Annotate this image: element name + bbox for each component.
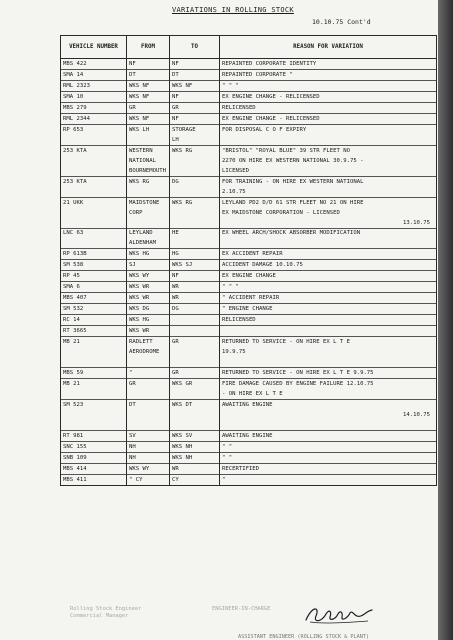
cell-reason: LICENSED xyxy=(220,166,437,176)
cell-vehicle-number: RP 613B xyxy=(61,249,127,260)
cell-to: WR xyxy=(170,293,220,304)
table-row xyxy=(61,368,437,379)
footer-left-line: Rolling Stock Engineer xyxy=(70,606,142,612)
header-from: FROM xyxy=(127,36,170,59)
cell-from: AERODROME xyxy=(127,347,170,357)
cell-from: GR xyxy=(127,379,170,389)
cell-reason: 19.9.75 xyxy=(220,347,437,357)
cell-to: DG xyxy=(170,304,220,315)
cell-from: SV xyxy=(127,430,170,441)
cell-from: NF xyxy=(127,59,170,70)
cell-vehicle-number: MB 21 xyxy=(61,379,127,389)
cell-to: GR xyxy=(170,102,220,113)
cell-vehicle-number xyxy=(61,389,127,399)
cell-reason: RELICENSED xyxy=(220,102,437,113)
cell-vehicle-number: SM 523 xyxy=(61,400,127,410)
header-to: TO xyxy=(170,36,220,59)
cell-vehicle-number: RP 653 xyxy=(61,124,127,134)
cell-vehicle-number: MBS 411 xyxy=(61,474,127,485)
footer-middle-line: ENGINEER-IN-CHARGE xyxy=(212,606,271,612)
cell-from: WKS NF xyxy=(127,91,170,102)
table-row xyxy=(61,102,437,113)
table-row xyxy=(61,400,437,410)
cell-vehicle-number: LNC 63 xyxy=(61,228,127,238)
cell-vehicle-number xyxy=(61,218,127,228)
table-row xyxy=(61,187,437,197)
cell-reason: " " " xyxy=(220,282,437,293)
table-row xyxy=(61,135,437,145)
cell-reason: " " xyxy=(220,441,437,452)
footer-left-block xyxy=(70,606,141,620)
cell-from: WKS WY xyxy=(127,271,170,282)
cell-reason xyxy=(220,420,437,430)
cell-reason: " xyxy=(220,474,437,485)
footer-middle-block xyxy=(212,606,270,613)
cell-from: RADLETT xyxy=(127,337,170,347)
cell-to: GR xyxy=(170,337,220,347)
scan-edge-shadow xyxy=(438,0,453,640)
footer-title-line: ASSISTANT ENGINEER (ROLLING STOCK & PLANT) xyxy=(238,634,370,640)
table-row xyxy=(61,293,437,304)
table-row xyxy=(61,249,437,260)
rolling-stock-table xyxy=(60,35,437,486)
cell-vehicle-number: SMA 14 xyxy=(61,69,127,80)
cell-reason: 2.10.75 xyxy=(220,187,437,197)
cell-vehicle-number: RT 981 xyxy=(61,430,127,441)
cell-to: WR xyxy=(170,282,220,293)
table-row xyxy=(61,441,437,452)
cell-from xyxy=(127,420,170,430)
document-title: VARIATIONS IN ROLLING STOCK xyxy=(172,6,294,14)
header-vehicle-number: VEHICLE NUMBER xyxy=(61,36,127,59)
cell-vehicle-number: SNB 109 xyxy=(61,452,127,463)
cell-from: WKS WY xyxy=(127,463,170,474)
cell-from: DT xyxy=(127,69,170,80)
cell-to xyxy=(170,208,220,218)
cell-from: WKS WR xyxy=(127,293,170,304)
table-header-row xyxy=(61,36,437,59)
table-row xyxy=(61,420,437,430)
table-row xyxy=(61,218,437,228)
cell-vehicle-number xyxy=(61,166,127,176)
cell-reason: 14.10.75 xyxy=(220,410,437,420)
cell-vehicle-number: SM 538 xyxy=(61,260,127,271)
cell-reason: RETURNED TO SERVICE - ON HIRE EX L T E xyxy=(220,337,437,347)
cell-reason: " ACCIDENT REPAIR xyxy=(220,293,437,304)
cell-reason: " ENGINE CHANGE xyxy=(220,304,437,315)
cell-reason: 13.10.75 xyxy=(220,218,437,228)
cell-vehicle-number: RC 14 xyxy=(61,315,127,326)
cell-from: GR xyxy=(127,102,170,113)
cell-to xyxy=(170,218,220,228)
cell-from: MAIDSTONE xyxy=(127,197,170,207)
cell-reason: AWAITING ENGINE xyxy=(220,400,437,410)
cell-reason: EX WHEEL ARCH/SHOCK ABSORBER MODIFICATION xyxy=(220,228,437,238)
cell-to: HG xyxy=(170,249,220,260)
cell-vehicle-number xyxy=(61,238,127,248)
cell-from: WKS NF xyxy=(127,113,170,124)
cell-vehicle-number: RT 3665 xyxy=(61,326,127,337)
cell-reason: "BRISTOL" "ROYAL BLUE" 39 STR FLEET NO xyxy=(220,145,437,155)
cell-reason: - ON HIRE EX L T E xyxy=(220,389,437,399)
cell-to xyxy=(170,156,220,166)
cell-to: HE xyxy=(170,228,220,238)
cell-to: WKS DT xyxy=(170,400,220,410)
cell-to xyxy=(170,347,220,357)
cell-from: " xyxy=(127,368,170,379)
table-row xyxy=(61,379,437,389)
cell-to xyxy=(170,410,220,420)
cell-from xyxy=(127,389,170,399)
table-row xyxy=(61,389,437,399)
cell-vehicle-number xyxy=(61,135,127,145)
cell-to: CY xyxy=(170,474,220,485)
cell-from: WKS RG xyxy=(127,176,170,186)
cell-to: DT xyxy=(170,69,220,80)
cell-vehicle-number: SMA 6 xyxy=(61,282,127,293)
cell-to xyxy=(170,326,220,337)
cell-to: DG xyxy=(170,176,220,186)
cell-reason: FOR TRAINING - ON HIRE EX WESTERN NATIONAL xyxy=(220,176,437,186)
cell-vehicle-number: 253 KTA xyxy=(61,176,127,186)
cell-to: WKS RG xyxy=(170,145,220,155)
table-row xyxy=(61,271,437,282)
cell-from: " CY xyxy=(127,474,170,485)
table-row xyxy=(61,410,437,420)
document-date: 10.10.75 Cont'd xyxy=(312,18,371,26)
cell-reason: RECERTIFIED xyxy=(220,463,437,474)
cell-from: WKS HG xyxy=(127,315,170,326)
cell-from: WKS WR xyxy=(127,282,170,293)
table-row xyxy=(61,238,437,248)
table-row xyxy=(61,463,437,474)
cell-to: WKS NF xyxy=(170,80,220,91)
table-row xyxy=(61,430,437,441)
table-body xyxy=(61,59,437,486)
cell-from xyxy=(127,218,170,228)
table-row xyxy=(61,315,437,326)
cell-vehicle-number: 253 KTA xyxy=(61,145,127,155)
table-row xyxy=(61,145,437,155)
table-row xyxy=(61,304,437,315)
cell-reason: REPAINTED CORPORATE " xyxy=(220,69,437,80)
cell-reason: FOR DISPOSAL C O F EXPIRY xyxy=(220,124,437,134)
cell-from: WKS WR xyxy=(127,326,170,337)
cell-vehicle-number: MBS 414 xyxy=(61,463,127,474)
handwritten-signature xyxy=(302,602,376,628)
cell-from: DT xyxy=(127,400,170,410)
cell-to: WKS GR xyxy=(170,379,220,389)
table-row xyxy=(61,326,437,337)
header-reason: REASON FOR VARIATION xyxy=(220,36,437,59)
cell-to: WR xyxy=(170,463,220,474)
cell-from xyxy=(127,135,170,145)
cell-reason: EX MAIDSTONE CORPORATION - LICENSED xyxy=(220,208,437,218)
cell-vehicle-number xyxy=(61,410,127,420)
cell-vehicle-number: MBS 59 xyxy=(61,368,127,379)
table-row xyxy=(61,80,437,91)
cell-to xyxy=(170,166,220,176)
cell-vehicle-number xyxy=(61,420,127,430)
table-row xyxy=(61,124,437,134)
table-row xyxy=(61,337,437,347)
cell-reason: " " " xyxy=(220,80,437,91)
cell-reason: RELICENSED xyxy=(220,315,437,326)
cell-reason: AWAITING ENGINE xyxy=(220,430,437,441)
table-row xyxy=(61,156,437,166)
cell-from: ALDENHAM xyxy=(127,238,170,248)
table-row xyxy=(61,69,437,80)
cell-to xyxy=(170,389,220,399)
cell-vehicle-number xyxy=(61,357,127,367)
cell-reason: EX ENGINE CHANGE - RELICENSED xyxy=(220,91,437,102)
cell-to xyxy=(170,187,220,197)
cell-to: NF xyxy=(170,113,220,124)
cell-to xyxy=(170,315,220,326)
cell-vehicle-number: MBS 279 xyxy=(61,102,127,113)
cell-vehicle-number: MBS 407 xyxy=(61,293,127,304)
cell-to: STORAGE xyxy=(170,124,220,134)
cell-vehicle-number: RML 2344 xyxy=(61,113,127,124)
cell-reason: " " xyxy=(220,452,437,463)
cell-reason: RETURNED TO SERVICE - ON HIRE EX L T E 9.9.75 xyxy=(220,368,437,379)
cell-vehicle-number: 21 UKK xyxy=(61,197,127,207)
table-row xyxy=(61,357,437,367)
cell-from: NH xyxy=(127,441,170,452)
cell-from xyxy=(127,410,170,420)
cell-from: WKS NF xyxy=(127,80,170,91)
cell-reason xyxy=(220,357,437,367)
cell-from: NH xyxy=(127,452,170,463)
cell-from: WKS DG xyxy=(127,304,170,315)
cell-to: WKS SJ xyxy=(170,260,220,271)
table-row xyxy=(61,59,437,70)
cell-vehicle-number: RML 2323 xyxy=(61,80,127,91)
cell-from xyxy=(127,187,170,197)
cell-to xyxy=(170,238,220,248)
cell-to: WKS NH xyxy=(170,441,220,452)
table-row xyxy=(61,452,437,463)
cell-vehicle-number xyxy=(61,208,127,218)
cell-from: WKS HG xyxy=(127,249,170,260)
cell-from xyxy=(127,357,170,367)
cell-to: GR xyxy=(170,368,220,379)
table-row xyxy=(61,208,437,218)
cell-to: NF xyxy=(170,271,220,282)
cell-to xyxy=(170,420,220,430)
cell-to: LH xyxy=(170,135,220,145)
table-row xyxy=(61,474,437,485)
cell-to: WKS NH xyxy=(170,452,220,463)
cell-vehicle-number: SM 532 xyxy=(61,304,127,315)
cell-from: CORP xyxy=(127,208,170,218)
cell-reason: REPAINTED CORPORATE IDENTITY xyxy=(220,59,437,70)
table-row xyxy=(61,260,437,271)
table-row xyxy=(61,197,437,207)
cell-vehicle-number xyxy=(61,187,127,197)
cell-vehicle-number xyxy=(61,347,127,357)
cell-reason: EX ENGINE CHANGE xyxy=(220,271,437,282)
cell-reason: FIRE DAMAGE CAUSED BY ENGINE FAILURE 12.10.75 xyxy=(220,379,437,389)
cell-vehicle-number: SNC 155 xyxy=(61,441,127,452)
footer xyxy=(60,604,438,640)
cell-from: LEYLAND xyxy=(127,228,170,238)
cell-to: NF xyxy=(170,59,220,70)
cell-from: WKS LH xyxy=(127,124,170,134)
cell-from: SJ xyxy=(127,260,170,271)
table-row xyxy=(61,347,437,357)
cell-from: BOURNEMOUTH xyxy=(127,166,170,176)
cell-vehicle-number: SMA 10 xyxy=(61,91,127,102)
cell-reason: 2270 ON HIRE EX WESTERN NATIONAL 30.9.75 - xyxy=(220,156,437,166)
footer-left-line: Commercial Manager xyxy=(70,613,129,619)
cell-from: NATIONAL xyxy=(127,156,170,166)
cell-reason: ACCIDENT DAMAGE 10.10.75 xyxy=(220,260,437,271)
table-row xyxy=(61,176,437,186)
cell-reason xyxy=(220,326,437,337)
cell-from: WESTERN xyxy=(127,145,170,155)
cell-reason: EX ACCIDENT REPAIR xyxy=(220,249,437,260)
cell-reason: EX ENGINE CHANGE - RELICENSED xyxy=(220,113,437,124)
table-row xyxy=(61,91,437,102)
cell-vehicle-number xyxy=(61,156,127,166)
cell-vehicle-number: MB 21 xyxy=(61,337,127,347)
cell-reason xyxy=(220,238,437,248)
cell-reason xyxy=(220,135,437,145)
cell-to: WKS SV xyxy=(170,430,220,441)
cell-vehicle-number: RP 45 xyxy=(61,271,127,282)
cell-reason: LEYLAND PD2 D/D 61 STR FLEET NO 21 ON HIRE xyxy=(220,197,437,207)
cell-vehicle-number: MBS 422 xyxy=(61,59,127,70)
cell-to: NF xyxy=(170,91,220,102)
cell-to: WKS RG xyxy=(170,197,220,207)
table-row xyxy=(61,166,437,176)
table-row xyxy=(61,113,437,124)
table-row xyxy=(61,282,437,293)
cell-to xyxy=(170,357,220,367)
table-row xyxy=(61,228,437,238)
